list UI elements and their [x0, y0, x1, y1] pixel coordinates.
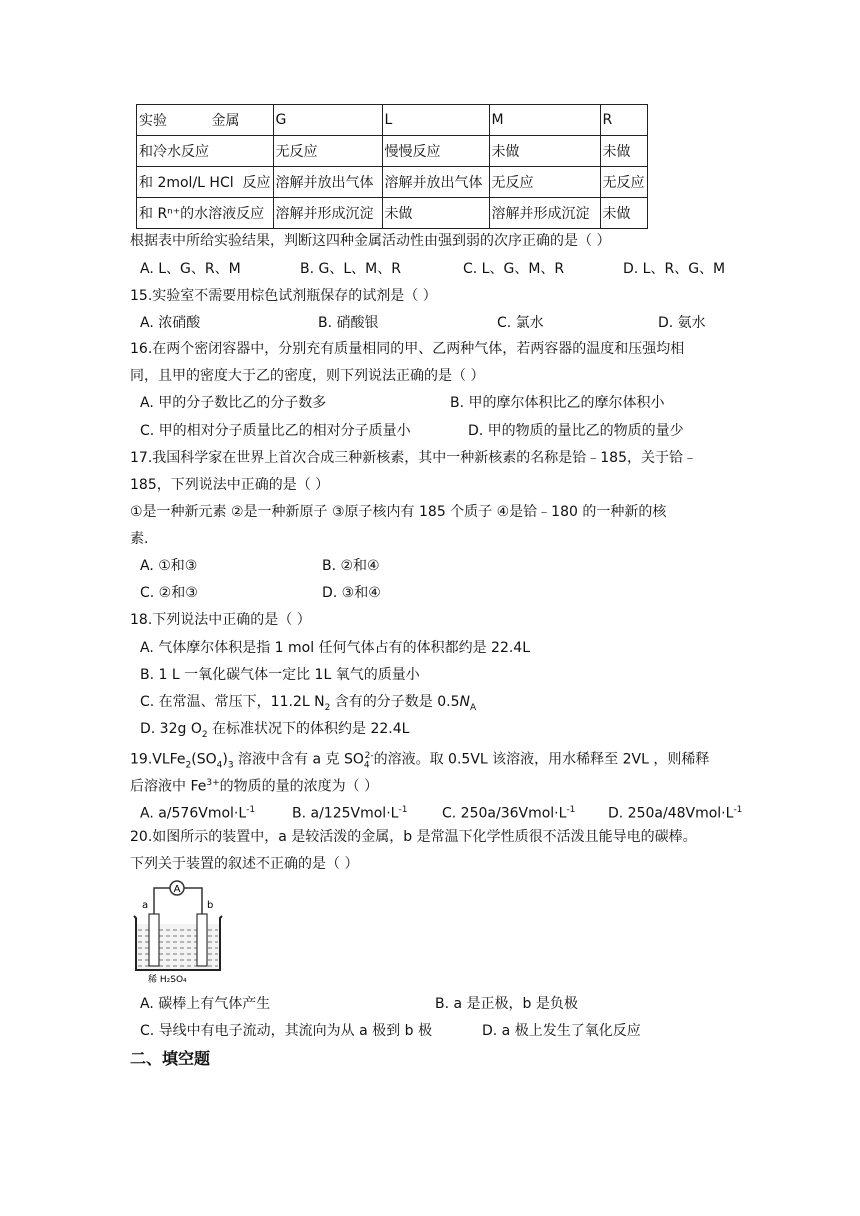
text: A. a/576Vmol·L	[140, 805, 247, 822]
subscript: 2	[324, 702, 331, 713]
q20-option-a: A. 碳棒上有气体产生	[140, 996, 271, 1012]
text: C. 250a/36Vmol·L	[442, 805, 567, 822]
superscript: 3+	[206, 778, 220, 788]
subscript: 4	[216, 760, 223, 771]
wire-right	[184, 888, 202, 914]
q17-option-d: D. ③和④	[322, 585, 381, 601]
table-cell: 溶解并放出气体	[382, 167, 489, 198]
table-cell: 未做	[600, 198, 647, 229]
q15-option-b: B. 硝酸银	[318, 315, 379, 331]
q19-option-c	[442, 799, 575, 825]
table-header-cell: L	[382, 105, 489, 136]
table-row	[137, 167, 648, 198]
avogadro-symbol: N	[459, 694, 470, 710]
q20-option-c: C. 导线中有电子流动，其流向为从 a 极到 b 极	[140, 1023, 432, 1039]
table-cell: 溶解并形成沉淀	[489, 198, 600, 229]
table-cell: 溶解并形成沉淀	[273, 198, 382, 229]
table-header-cell: R	[600, 105, 647, 136]
subscript: A	[469, 702, 477, 713]
table-cell: 未做	[382, 198, 489, 229]
galvanic-cell-diagram	[128, 878, 228, 986]
q20-option-b: B. a 是正极，b 是负极	[435, 996, 578, 1012]
text: 的物质的量的浓度为（ ）	[219, 778, 379, 795]
table-header-row	[137, 105, 648, 136]
q15-option-c: C. 氯水	[497, 315, 544, 331]
superscript: -1	[733, 805, 743, 815]
table-cell: 无反应	[273, 136, 382, 167]
question-17-stem-line2: 185，下列说法中正确的是（ ）	[130, 477, 330, 493]
subscript: 2	[185, 760, 192, 771]
electrolyte-caption: 稀 H₂SO₄	[148, 975, 187, 985]
q14-option-d: D. L、R、G、M	[623, 261, 726, 277]
question-20-stem-line2: 下列关于装置的叙述不正确的是（ ）	[130, 856, 359, 872]
q14-option-c: C. L、G、M、R	[463, 261, 565, 277]
electrode-a-label: a	[142, 900, 149, 911]
text: 后溶液中 Fe	[130, 778, 207, 795]
table-header-cell: M	[489, 105, 600, 136]
q17-option-b: B. ②和④	[322, 558, 380, 574]
q17-option-a: A. ①和③	[140, 558, 198, 574]
text: 19.VLFe	[130, 751, 186, 768]
text: (SO	[191, 751, 217, 768]
text: D. 250a/48Vmol·L	[608, 805, 734, 822]
q19-option-a	[140, 799, 255, 825]
q20-option-d: D. a 极上发生了氧化反应	[482, 1023, 641, 1039]
question-19-stem-line2	[130, 772, 378, 798]
table-cell: 和冷水反应	[137, 136, 274, 167]
q18-option-d	[140, 718, 409, 746]
table-cell: 未做	[489, 136, 600, 167]
superscript: -1	[246, 805, 256, 815]
q18-option-c-text: C. 在常温、常压下，11.2L N	[140, 694, 325, 710]
text: 的溶液。取 0.5VL 该溶液，用水稀释至 2VL ，则稀释	[373, 751, 710, 768]
question-16-stem-line2: 同，且甲的密度大于乙的密度，则下列说法正确的是（ ）	[130, 368, 485, 384]
electrode-a	[149, 914, 159, 966]
superscript: -1	[398, 805, 408, 815]
q19-option-d	[608, 799, 742, 825]
question-14-stem: 根据表中所给实验结果，判断这四种金属活动性由强到弱的次序正确的是（ ）	[130, 233, 611, 249]
q17-option-c: C. ②和③	[140, 585, 198, 601]
superscript: 2-	[364, 751, 374, 761]
question-16-stem-line1: 16.在两个密闭容器中，分别充有质量相同的甲、乙两种气体，若两容器的温度和压强均相	[130, 341, 685, 357]
text: B. a/125Vmol·L	[292, 805, 399, 822]
text: 溶液中含有 a 克 SO	[233, 751, 364, 768]
wire-left	[154, 888, 170, 914]
question-17-statements-line1: ①是一种新元素 ②是一种新原子 ③原子核内有 185 个质子 ④是铪﹣180 的一种新的核	[130, 504, 667, 520]
q18-option-b: B. 1 L 一氧化碳气体一定比 1L 氧气的质量小	[140, 667, 420, 683]
table-row	[137, 136, 648, 167]
table-header-cell: 实验 金属	[137, 105, 274, 136]
section-heading: 二、填空题	[130, 1049, 211, 1068]
table-cell: 无反应	[489, 167, 600, 198]
q14-option-a: A. L、G、R、M	[140, 261, 241, 277]
ammeter-label: A	[173, 884, 181, 895]
table-cell: 溶解并放出气体	[273, 167, 382, 198]
question-17-stem-line1: 17.我国科学家在世界上首次合成三种新核素，其中一种新核素的名称是铪﹣185，关于铪﹣	[130, 450, 697, 466]
table-cell: 无反应	[600, 167, 647, 198]
q15-option-a: A. 浓硝酸	[140, 315, 201, 331]
subscript: 2	[201, 729, 208, 740]
q18-option-d-text: D. 32g O	[140, 721, 202, 737]
table-cell: 和 2mol/L HCl 反应	[137, 167, 274, 198]
question-20-stem-line1: 20.如图所示的装置中，a 是较活泼的金属，b 是常温下化学性质很不活泼且能导电的碳棒。	[130, 829, 697, 845]
superscript: -1	[566, 805, 576, 815]
q15-option-d: D. 氨水	[658, 315, 706, 331]
q18-option-d-text: 在标准状况下的体积约是 22.4L	[207, 721, 410, 737]
q14-option-b: B. G、L、M、R	[300, 261, 401, 277]
question-15-stem: 15.实验室不需要用棕色试剂瓶保存的试剂是（ ）	[130, 288, 437, 304]
q16-option-a: A. 甲的分子数比乙的分子数多	[140, 395, 327, 411]
experiment-table	[136, 104, 648, 229]
subscript: 4	[363, 760, 370, 771]
q18-option-c-text: 含有的分子数是 0.5	[330, 694, 460, 710]
table-header-cell: G	[273, 105, 382, 136]
q16-option-c: C. 甲的相对分子质量比乙的相对分子质量小	[140, 423, 411, 439]
electrode-b-label: b	[207, 900, 214, 911]
q16-option-d: D. 甲的物质的量比乙的物质的量少	[468, 423, 684, 439]
q16-option-b: B. 甲的摩尔体积比乙的摩尔体积小	[450, 395, 665, 411]
q18-option-a: A. 气体摩尔体积是指 1 mol 任何气体占有的体积都约是 22.4L	[140, 640, 531, 656]
subscript: 3	[227, 760, 234, 771]
q19-option-b	[292, 799, 407, 825]
table-cell: 未做	[600, 136, 647, 167]
question-18-stem: 18.下列说法中正确的是（ ）	[130, 612, 311, 628]
electrode-b	[197, 914, 207, 966]
question-17-statements-line2: 素.	[130, 531, 149, 547]
q18-option-c	[140, 691, 476, 719]
table-cell: 慢慢反应	[382, 136, 489, 167]
table-cell: 和 Rⁿ⁺的水溶液反应	[137, 198, 274, 229]
table-row	[137, 198, 648, 229]
text: )	[222, 751, 228, 768]
